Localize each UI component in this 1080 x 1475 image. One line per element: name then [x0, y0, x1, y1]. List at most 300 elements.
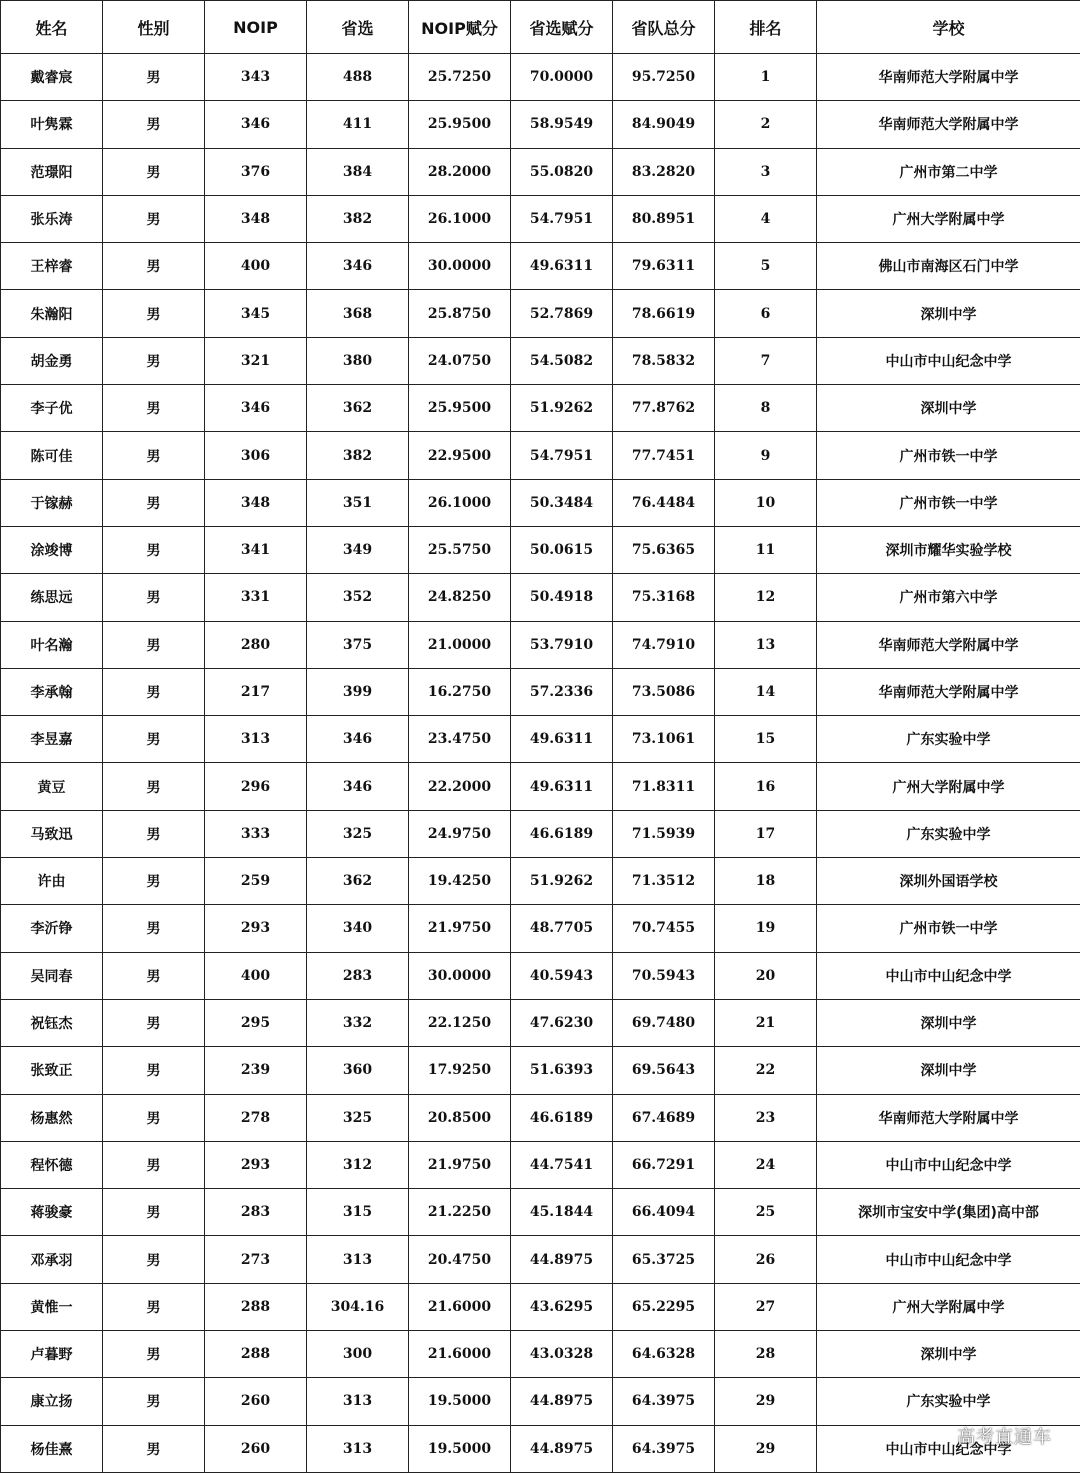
table-row: [1, 195, 1080, 242]
cell-gender: 男: [103, 905, 205, 952]
cell-provincial: 346: [307, 763, 409, 810]
cell-provincial-scaled: 57.2336: [511, 668, 613, 715]
cell-name: 黄豆: [1, 763, 103, 810]
cell-gender: 男: [103, 1094, 205, 1141]
cell-school: 深圳市耀华实验学校: [817, 526, 1080, 573]
cell-provincial-scaled: 54.7951: [511, 432, 613, 479]
table-row: [1, 621, 1080, 668]
cell-total: 73.5086: [613, 668, 715, 715]
cell-provincial: 313: [307, 1378, 409, 1425]
cell-noip: 288: [205, 1331, 307, 1378]
cell-provincial: 313: [307, 1236, 409, 1283]
cell-school: 深圳市宝安中学(集团)高中部: [817, 1189, 1080, 1236]
cell-noip: 283: [205, 1189, 307, 1236]
cell-total: 77.7451: [613, 432, 715, 479]
cell-gender: 男: [103, 101, 205, 148]
cell-noip: 293: [205, 1141, 307, 1188]
table-row: [1, 999, 1080, 1046]
cell-name: 叶隽霖: [1, 101, 103, 148]
cell-gender: 男: [103, 1047, 205, 1094]
cell-gender: 男: [103, 1378, 205, 1425]
cell-school: 深圳中学: [817, 1331, 1080, 1378]
cell-school: 中山市中山纪念中学: [817, 1236, 1080, 1283]
cell-provincial: 340: [307, 905, 409, 952]
cell-provincial: 349: [307, 526, 409, 573]
cell-provincial-scaled: 70.0000: [511, 54, 613, 101]
table-row: [1, 54, 1080, 101]
cell-provincial-scaled: 50.0615: [511, 526, 613, 573]
cell-provincial: 352: [307, 574, 409, 621]
table-row: [1, 1331, 1080, 1378]
table-row: [1, 810, 1080, 857]
cell-provincial-scaled: 52.7869: [511, 290, 613, 337]
cell-provincial-scaled: 49.6311: [511, 243, 613, 290]
cell-provincial-scaled: 48.7705: [511, 905, 613, 952]
cell-gender: 男: [103, 148, 205, 195]
table-row: [1, 1094, 1080, 1141]
cell-noip-scaled: 16.2750: [409, 668, 511, 715]
cell-noip: 345: [205, 290, 307, 337]
cell-name: 陈可佳: [1, 432, 103, 479]
cell-gender: 男: [103, 290, 205, 337]
cell-total: 84.9049: [613, 101, 715, 148]
cell-provincial-scaled: 55.0820: [511, 148, 613, 195]
cell-gender: 男: [103, 668, 205, 715]
cell-total: 71.5939: [613, 810, 715, 857]
cell-noip: 346: [205, 385, 307, 432]
header-noip: NOIP: [205, 1, 307, 54]
cell-name: 王梓睿: [1, 243, 103, 290]
cell-noip-scaled: 19.5000: [409, 1378, 511, 1425]
header-row: [1, 1, 1080, 54]
cell-gender: 男: [103, 1283, 205, 1330]
cell-name: 黄惟一: [1, 1283, 103, 1330]
cell-total: 76.4484: [613, 479, 715, 526]
cell-gender: 男: [103, 526, 205, 573]
cell-noip: 293: [205, 905, 307, 952]
table-row: [1, 148, 1080, 195]
cell-name: 李昱嘉: [1, 716, 103, 763]
cell-school: 深圳中学: [817, 290, 1080, 337]
cell-total: 69.5643: [613, 1047, 715, 1094]
cell-provincial-scaled: 44.8975: [511, 1378, 613, 1425]
cell-school: 华南师范大学附属中学: [817, 101, 1080, 148]
cell-provincial: 380: [307, 337, 409, 384]
table-row: [1, 858, 1080, 905]
cell-total: 65.3725: [613, 1236, 715, 1283]
cell-total: 70.5943: [613, 952, 715, 999]
cell-rank: 4: [715, 195, 817, 242]
cell-gender: 男: [103, 1425, 205, 1472]
cell-provincial: 332: [307, 999, 409, 1046]
cell-gender: 男: [103, 1141, 205, 1188]
table-row: [1, 1378, 1080, 1425]
cell-school: 广州大学附属中学: [817, 195, 1080, 242]
cell-rank: 1: [715, 54, 817, 101]
cell-school: 广州大学附属中学: [817, 763, 1080, 810]
cell-school: 中山市中山纪念中学: [817, 1425, 1080, 1472]
cell-noip: 239: [205, 1047, 307, 1094]
cell-provincial: 315: [307, 1189, 409, 1236]
cell-noip-scaled: 20.8500: [409, 1094, 511, 1141]
cell-provincial-scaled: 49.6311: [511, 716, 613, 763]
cell-provincial-scaled: 43.6295: [511, 1283, 613, 1330]
cell-noip-scaled: 22.2000: [409, 763, 511, 810]
cell-provincial: 312: [307, 1141, 409, 1188]
cell-rank: 14: [715, 668, 817, 715]
cell-gender: 男: [103, 763, 205, 810]
cell-provincial: 346: [307, 243, 409, 290]
table-row: [1, 763, 1080, 810]
cell-provincial-scaled: 51.9262: [511, 385, 613, 432]
cell-gender: 男: [103, 1189, 205, 1236]
table-row: [1, 385, 1080, 432]
table-row: [1, 1425, 1080, 1472]
cell-gender: 男: [103, 858, 205, 905]
cell-school: 深圳中学: [817, 1047, 1080, 1094]
table-row: [1, 716, 1080, 763]
cell-rank: 24: [715, 1141, 817, 1188]
cell-provincial-scaled: 40.5943: [511, 952, 613, 999]
cell-name: 康立扬: [1, 1378, 103, 1425]
cell-noip-scaled: 25.7250: [409, 54, 511, 101]
cell-school: 深圳中学: [817, 999, 1080, 1046]
cell-rank: 29: [715, 1425, 817, 1472]
cell-provincial-scaled: 54.7951: [511, 195, 613, 242]
cell-total: 64.3975: [613, 1378, 715, 1425]
cell-total: 95.7250: [613, 54, 715, 101]
header-school: 学校: [817, 1, 1080, 54]
cell-total: 64.3975: [613, 1425, 715, 1472]
cell-provincial: 304.16: [307, 1283, 409, 1330]
table-row: [1, 952, 1080, 999]
cell-total: 75.6365: [613, 526, 715, 573]
cell-noip: 295: [205, 999, 307, 1046]
table-body: [1, 54, 1080, 1473]
cell-noip: 321: [205, 337, 307, 384]
header-total: 省队总分: [613, 1, 715, 54]
cell-gender: 男: [103, 810, 205, 857]
cell-total: 71.3512: [613, 858, 715, 905]
cell-noip-scaled: 26.1000: [409, 479, 511, 526]
cell-noip: 296: [205, 763, 307, 810]
cell-provincial-scaled: 46.6189: [511, 810, 613, 857]
cell-provincial: 283: [307, 952, 409, 999]
cell-total: 80.8951: [613, 195, 715, 242]
cell-rank: 7: [715, 337, 817, 384]
cell-noip-scaled: 23.4750: [409, 716, 511, 763]
cell-noip: 400: [205, 952, 307, 999]
cell-school: 中山市中山纪念中学: [817, 952, 1080, 999]
cell-gender: 男: [103, 574, 205, 621]
cell-noip: 348: [205, 195, 307, 242]
cell-noip-scaled: 28.2000: [409, 148, 511, 195]
cell-rank: 21: [715, 999, 817, 1046]
cell-total: 69.7480: [613, 999, 715, 1046]
cell-noip-scaled: 20.4750: [409, 1236, 511, 1283]
cell-rank: 28: [715, 1331, 817, 1378]
cell-provincial: 382: [307, 432, 409, 479]
cell-rank: 19: [715, 905, 817, 952]
cell-rank: 23: [715, 1094, 817, 1141]
cell-noip-scaled: 30.0000: [409, 243, 511, 290]
cell-noip-scaled: 24.9750: [409, 810, 511, 857]
cell-name: 邓承羽: [1, 1236, 103, 1283]
cell-name: 卢暮野: [1, 1331, 103, 1378]
table-row: [1, 1047, 1080, 1094]
cell-rank: 26: [715, 1236, 817, 1283]
cell-noip-scaled: 26.1000: [409, 195, 511, 242]
cell-gender: 男: [103, 243, 205, 290]
cell-gender: 男: [103, 479, 205, 526]
cell-gender: 男: [103, 195, 205, 242]
table-row: [1, 1189, 1080, 1236]
cell-noip-scaled: 25.5750: [409, 526, 511, 573]
cell-provincial: 300: [307, 1331, 409, 1378]
cell-total: 77.8762: [613, 385, 715, 432]
cell-name: 张致正: [1, 1047, 103, 1094]
cell-name: 涂竣博: [1, 526, 103, 573]
cell-provincial-scaled: 47.6230: [511, 999, 613, 1046]
cell-rank: 15: [715, 716, 817, 763]
cell-name: 程怀德: [1, 1141, 103, 1188]
cell-provincial-scaled: 54.5082: [511, 337, 613, 384]
cell-total: 67.4689: [613, 1094, 715, 1141]
cell-noip: 313: [205, 716, 307, 763]
cell-noip-scaled: 25.9500: [409, 385, 511, 432]
cell-school: 广东实验中学: [817, 810, 1080, 857]
table-row: [1, 1236, 1080, 1283]
cell-rank: 29: [715, 1378, 817, 1425]
cell-school: 广州市铁一中学: [817, 905, 1080, 952]
cell-rank: 18: [715, 858, 817, 905]
cell-name: 李沂铮: [1, 905, 103, 952]
cell-gender: 男: [103, 952, 205, 999]
cell-noip-scaled: 21.6000: [409, 1283, 511, 1330]
cell-provincial-scaled: 53.7910: [511, 621, 613, 668]
cell-name: 于镓赫: [1, 479, 103, 526]
cell-noip-scaled: 21.6000: [409, 1331, 511, 1378]
cell-noip: 333: [205, 810, 307, 857]
cell-school: 广东实验中学: [817, 1378, 1080, 1425]
cell-provincial: 382: [307, 195, 409, 242]
cell-provincial-scaled: 51.9262: [511, 858, 613, 905]
cell-rank: 8: [715, 385, 817, 432]
cell-school: 广州市第六中学: [817, 574, 1080, 621]
cell-total: 70.7455: [613, 905, 715, 952]
cell-noip-scaled: 25.8750: [409, 290, 511, 337]
cell-gender: 男: [103, 621, 205, 668]
table-row: [1, 1283, 1080, 1330]
cell-noip: 278: [205, 1094, 307, 1141]
cell-rank: 6: [715, 290, 817, 337]
cell-noip: 306: [205, 432, 307, 479]
cell-school: 中山市中山纪念中学: [817, 337, 1080, 384]
cell-noip: 400: [205, 243, 307, 290]
table-row: [1, 1141, 1080, 1188]
cell-school: 华南师范大学附属中学: [817, 1094, 1080, 1141]
cell-noip-scaled: 24.8250: [409, 574, 511, 621]
cell-total: 78.5832: [613, 337, 715, 384]
header-provincial-scaled: 省选赋分: [511, 1, 613, 54]
cell-provincial-scaled: 49.6311: [511, 763, 613, 810]
cell-noip-scaled: 19.4250: [409, 858, 511, 905]
cell-total: 71.8311: [613, 763, 715, 810]
cell-name: 杨佳熹: [1, 1425, 103, 1472]
cell-gender: 男: [103, 716, 205, 763]
cell-school: 广东实验中学: [817, 716, 1080, 763]
cell-noip: 341: [205, 526, 307, 573]
cell-noip-scaled: 17.9250: [409, 1047, 511, 1094]
cell-name: 叶名瀚: [1, 621, 103, 668]
watermark-text: 高考直通车: [957, 1427, 1052, 1448]
cell-noip: 348: [205, 479, 307, 526]
table-row: [1, 574, 1080, 621]
cell-total: 74.7910: [613, 621, 715, 668]
table-row: [1, 668, 1080, 715]
cell-name: 马致迅: [1, 810, 103, 857]
cell-noip: 346: [205, 101, 307, 148]
cell-school: 中山市中山纪念中学: [817, 1141, 1080, 1188]
cell-total: 78.6619: [613, 290, 715, 337]
cell-noip: 343: [205, 54, 307, 101]
cell-provincial-scaled: 45.1844: [511, 1189, 613, 1236]
cell-rank: 2: [715, 101, 817, 148]
cell-noip-scaled: 21.0000: [409, 621, 511, 668]
cell-rank: 20: [715, 952, 817, 999]
cell-name: 李子优: [1, 385, 103, 432]
cell-rank: 27: [715, 1283, 817, 1330]
cell-noip: 260: [205, 1425, 307, 1472]
cell-provincial: 399: [307, 668, 409, 715]
cell-rank: 10: [715, 479, 817, 526]
table-row: [1, 101, 1080, 148]
cell-noip: 217: [205, 668, 307, 715]
cell-school: 深圳中学: [817, 385, 1080, 432]
header-rank: 排名: [715, 1, 817, 54]
cell-noip: 273: [205, 1236, 307, 1283]
cell-noip: 376: [205, 148, 307, 195]
cell-noip-scaled: 21.9750: [409, 905, 511, 952]
cell-noip-scaled: 22.1250: [409, 999, 511, 1046]
cell-school: 广州大学附属中学: [817, 1283, 1080, 1330]
cell-rank: 13: [715, 621, 817, 668]
header-noip-scaled: NOIP赋分: [409, 1, 511, 54]
cell-rank: 22: [715, 1047, 817, 1094]
cell-school: 广州市第二中学: [817, 148, 1080, 195]
cell-provincial: 384: [307, 148, 409, 195]
cell-provincial-scaled: 51.6393: [511, 1047, 613, 1094]
cell-rank: 25: [715, 1189, 817, 1236]
cell-gender: 男: [103, 1236, 205, 1283]
cell-name: 杨惠然: [1, 1094, 103, 1141]
cell-provincial-scaled: 50.3484: [511, 479, 613, 526]
cell-school: 广州市铁一中学: [817, 432, 1080, 479]
cell-name: 范璟阳: [1, 148, 103, 195]
cell-noip-scaled: 30.0000: [409, 952, 511, 999]
cell-provincial: 346: [307, 716, 409, 763]
cell-name: 练思远: [1, 574, 103, 621]
table-row: [1, 337, 1080, 384]
cell-noip-scaled: 25.9500: [409, 101, 511, 148]
cell-noip-scaled: 21.9750: [409, 1141, 511, 1188]
cell-provincial: 351: [307, 479, 409, 526]
cell-gender: 男: [103, 54, 205, 101]
cell-school: 华南师范大学附属中学: [817, 668, 1080, 715]
cell-noip: 288: [205, 1283, 307, 1330]
cell-total: 66.7291: [613, 1141, 715, 1188]
cell-provincial: 411: [307, 101, 409, 148]
cell-provincial: 368: [307, 290, 409, 337]
cell-noip: 260: [205, 1378, 307, 1425]
cell-total: 75.3168: [613, 574, 715, 621]
cell-rank: 12: [715, 574, 817, 621]
cell-provincial: 488: [307, 54, 409, 101]
cell-noip-scaled: 21.2250: [409, 1189, 511, 1236]
cell-name: 朱瀚阳: [1, 290, 103, 337]
cell-provincial: 325: [307, 810, 409, 857]
cell-total: 79.6311: [613, 243, 715, 290]
header-name: 姓名: [1, 1, 103, 54]
cell-gender: 男: [103, 385, 205, 432]
cell-provincial: 313: [307, 1425, 409, 1472]
cell-gender: 男: [103, 432, 205, 479]
cell-school: 华南师范大学附属中学: [817, 621, 1080, 668]
cell-rank: 9: [715, 432, 817, 479]
cell-total: 65.2295: [613, 1283, 715, 1330]
table-row: [1, 526, 1080, 573]
cell-total: 73.1061: [613, 716, 715, 763]
table-row: [1, 243, 1080, 290]
cell-noip-scaled: 24.0750: [409, 337, 511, 384]
cell-rank: 5: [715, 243, 817, 290]
cell-provincial-scaled: 44.8975: [511, 1425, 613, 1472]
cell-provincial-scaled: 44.7541: [511, 1141, 613, 1188]
cell-noip-scaled: 19.5000: [409, 1425, 511, 1472]
table-row: [1, 905, 1080, 952]
cell-provincial-scaled: 44.8975: [511, 1236, 613, 1283]
cell-name: 戴睿宸: [1, 54, 103, 101]
cell-school: 深圳外国语学校: [817, 858, 1080, 905]
header-gender: 性别: [103, 1, 205, 54]
cell-provincial: 362: [307, 858, 409, 905]
cell-school: 华南师范大学附属中学: [817, 54, 1080, 101]
cell-total: 64.6328: [613, 1331, 715, 1378]
cell-provincial: 375: [307, 621, 409, 668]
cell-provincial: 325: [307, 1094, 409, 1141]
cell-provincial-scaled: 50.4918: [511, 574, 613, 621]
cell-gender: 男: [103, 337, 205, 384]
cell-school: 佛山市南海区石门中学: [817, 243, 1080, 290]
table-row: [1, 290, 1080, 337]
cell-provincial: 362: [307, 385, 409, 432]
table-row: [1, 432, 1080, 479]
cell-rank: 16: [715, 763, 817, 810]
cell-noip: 259: [205, 858, 307, 905]
cell-name: 李承翰: [1, 668, 103, 715]
cell-provincial-scaled: 43.0328: [511, 1331, 613, 1378]
header-provincial: 省选: [307, 1, 409, 54]
cell-name: 蒋骏豪: [1, 1189, 103, 1236]
cell-noip-scaled: 22.9500: [409, 432, 511, 479]
cell-noip: 280: [205, 621, 307, 668]
cell-noip: 331: [205, 574, 307, 621]
table-row: [1, 479, 1080, 526]
cell-rank: 11: [715, 526, 817, 573]
cell-provincial-scaled: 46.6189: [511, 1094, 613, 1141]
cell-name: 吴同春: [1, 952, 103, 999]
cell-name: 许由: [1, 858, 103, 905]
